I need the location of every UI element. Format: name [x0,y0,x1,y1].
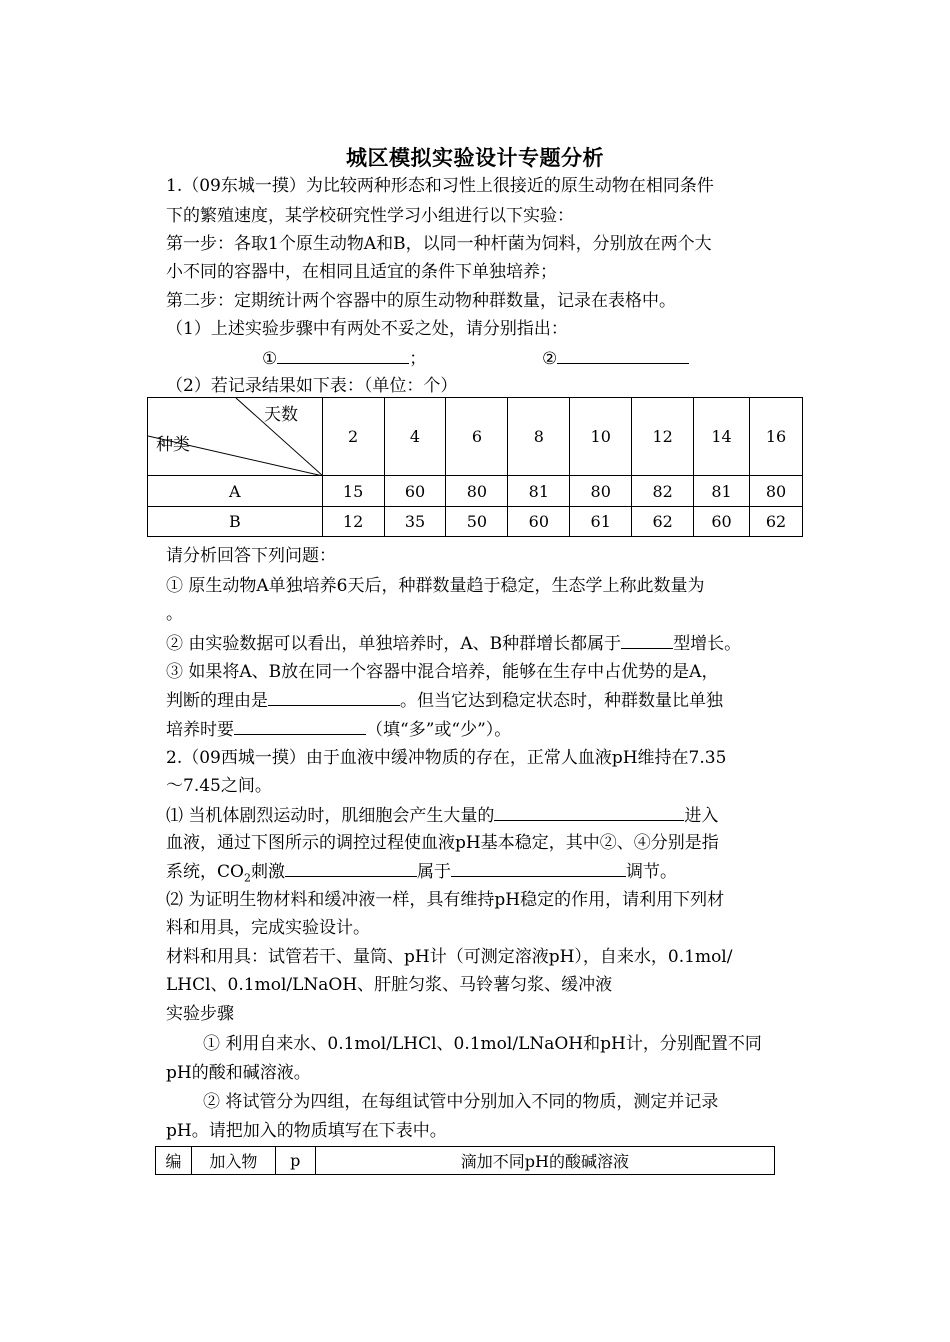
table-header-cell: 12 [632,398,694,476]
table-cell: 50 [446,507,508,537]
q2-part1-line1 [166,802,718,829]
table-cell: 80 [570,476,632,507]
table-cell: 80 [446,476,508,507]
answer-blank [285,858,417,877]
table-cell: 81 [694,476,750,507]
table-cell: 82 [632,476,694,507]
answer-blank [494,802,684,821]
page-title: 城区模拟实验设计专题分析 [346,145,604,170]
table-cell: 60 [694,507,750,537]
table-cell: 62 [750,507,803,537]
q1-answer2 [166,630,741,657]
table-header-row [156,1147,775,1175]
corner-label-days: 天数 [264,405,298,425]
blank1-end: ； [409,349,427,369]
answer3-suffix: 。但当它达到稳定状态时，种群数量比单独 [400,691,723,711]
table-header-cell: 6 [446,398,508,476]
q2-intro-line1: 2.（09西城一摸）由于血液中缓冲物质的存在，正常人血液pH维持在7.35 [166,748,727,768]
answer-blank [621,630,673,649]
table-row-label: A [148,476,323,507]
answer-blank [451,858,626,877]
q2-step2-line1: ② 将试管分为四组，在每组试管中分别加入不同的物质，测定并记录 [203,1092,719,1112]
table-cell: 35 [384,507,446,537]
q2-part1-line2: 血液，通过下图所示的调控过程使血液pH基本稳定，其中②、④分别是指 [166,833,719,853]
table-header-cell: 编 [156,1147,192,1175]
answer3-text: 培养时要 [166,720,234,740]
q2-part2-line2: 料和用具，完成实验设计。 [166,918,370,938]
answer3-suffix: （填“多”或“少”）。 [366,720,512,740]
table-cell: 12 [322,507,384,537]
answer2-text: ② 由实验数据可以看出，单独培养时，A、B种群增长都属于 [166,634,622,654]
q1-answer3-line1: ③ 如果将A、B放在同一个容器中混合培养，能够在生存中占优势的是A， [166,662,719,682]
table-header-cell: 16 [750,398,803,476]
answer-blank [277,345,409,364]
answer-blank [268,687,400,706]
q2-materials-line2: LHCl、0.1mol/LNaOH、肝脏匀浆、马铃薯匀浆、缓冲液 [166,975,613,995]
substance-table [155,1146,775,1175]
part1-text: 系统，CO [166,862,244,882]
q1-step2: 第二步：定期统计两个容器中的原生动物种群数量，记录在表格中。 [166,291,676,311]
q1-blank1 [262,345,426,372]
q2-intro-line2: ～7.45之间。 [166,776,272,796]
table-cell: 61 [570,507,632,537]
diagonal-header-cell [148,398,323,476]
blank1-mark: ① [262,349,278,369]
table-header-cell: 2 [322,398,384,476]
table-row [148,476,803,507]
q1-answer3-line3 [166,716,511,743]
table-header-cell: 14 [694,398,750,476]
q1-blank2 [542,345,689,372]
q1-step1-line2: 小不同的容器中，在相同且适宜的条件下单独培养； [166,262,557,282]
q2-materials-line1: 材料和用具：试管若干、量筒、pH计（可测定溶液pH），自来水，0.1mol/ [166,947,733,967]
part1-text: ⑴ 当机体剧烈运动时，肌细胞会产生大量的 [166,806,495,826]
corner-label-species: 种类 [156,435,190,455]
table-header-row [148,398,803,476]
table-cell: 81 [508,476,570,507]
q2-part2-line1: ⑵ 为证明生物材料和缓冲液一样，具有维持pH稳定的作用，请利用下列材 [166,890,725,910]
part1-text: 调节。 [625,862,677,882]
part1-text: 属于 [416,862,451,882]
q1-sub1: （1）上述实验步骤中有两处不妥之处，请分别指出： [166,319,568,339]
table-header-cell: 8 [508,398,570,476]
table-row [148,507,803,537]
table-cell: 15 [322,476,384,507]
answer3-text: 判断的理由是 [166,691,268,711]
table-header-cell: 滴加不同pH的酸碱溶液 [315,1147,774,1175]
q2-step2-line2: pH。请把加入的物质填写在下表中。 [166,1121,447,1141]
q1-intro-line2: 下的繁殖速度，某学校研究性学习小组进行以下实验： [166,206,574,226]
q1-answer1-line2: 。 [166,604,183,624]
q2-steps-label: 实验步骤 [166,1004,234,1024]
table-cell: 80 [750,476,803,507]
answer2-suffix: 型增长。 [673,634,742,654]
subscript: 2 [243,871,251,885]
population-table [147,397,803,537]
answer-blank [557,345,689,364]
q1-ask: 请分析回答下列问题： [166,546,336,566]
table-cell: 60 [384,476,446,507]
blank2-mark: ② [542,349,558,369]
q2-step1-line2: pH的酸和碱溶液。 [166,1063,311,1083]
table-header-cell: p [275,1147,315,1175]
part1-suffix: 进入 [684,806,719,826]
table-cell: 60 [508,507,570,537]
q1-step1-line1: 第一步：各取1个原生动物A和B，以同一种杆菌为饲料，分别放在两个大 [166,234,712,254]
answer-blank [234,716,366,735]
part1-text: 刺激 [250,862,285,882]
q2-step1-line1: ① 利用自来水、0.1mol/LHCl、0.1mol/LNaOH和pH计，分别配置不同 [203,1034,762,1054]
table-header-cell: 加入物 [191,1147,275,1175]
table-header-cell: 4 [384,398,446,476]
q1-answer3-line2 [166,687,723,714]
table-cell: 62 [632,507,694,537]
table-header-cell: 10 [570,398,632,476]
q1-intro-line1: 1.（09东城一摸）为比较两种形态和习性上很接近的原生动物在相同条件 [166,176,714,196]
q1-answer1-line1: ① 原生动物A单独培养6天后，种群数量趋于稳定，生态学上称此数量为 [166,576,705,596]
table-row-label: B [148,507,323,537]
q1-sub2: （2）若记录结果如下表：（单位：个） [166,376,458,396]
